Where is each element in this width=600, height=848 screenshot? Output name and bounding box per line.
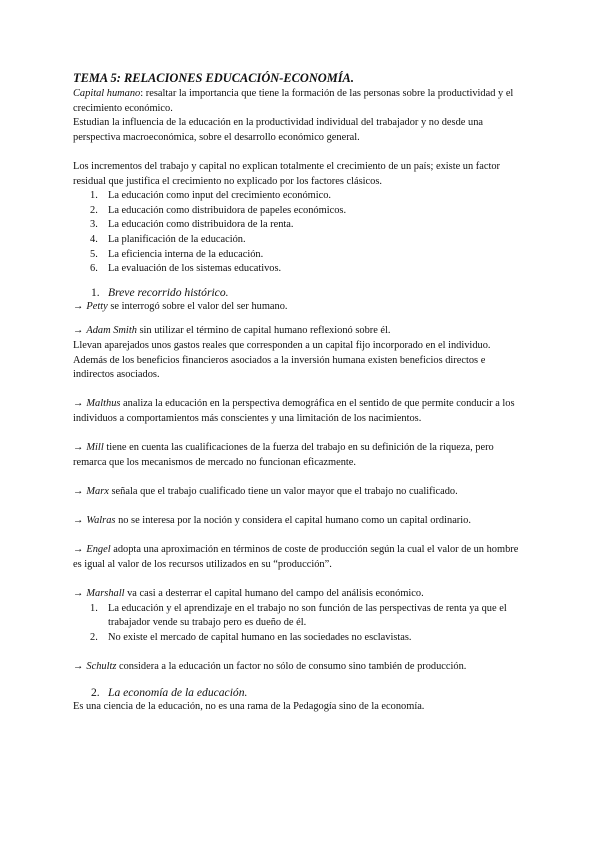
list-item: 4. La planificación de la educación. (90, 233, 246, 245)
list-item: 2. La educación como distribuidora de papeles económicos. (90, 204, 347, 216)
marx-paragraph: → Marx señala que el trabajo cualificado tiene un valor mayor que el trabajo no cualificado. (73, 485, 458, 497)
arrow-icon: → (73, 485, 84, 497)
list-item: 6. La evaluación de los sistemas educativos. (90, 263, 282, 275)
marshall-list (73, 602, 528, 646)
engel-paragraph: → Engel adopta una aproximación en términos de coste de producción según la cual el valor de un hombre es igual al valor de los recursos utilizados en su “producción”. (73, 544, 519, 570)
closing-paragraph: Es una ciencia de la educación, no es una rama de la Pedagogía sino de la economía. (73, 700, 425, 712)
list-item: 3. La educación como distribuidora de la renta. (90, 219, 294, 231)
arrow-icon: → (73, 300, 84, 312)
residual-paragraph: Los incrementos del trabajo y capital no explican totalmente el crecimiento de un país; existe un factor residual que justifica el crecimiento no explicado por los factores clásicos. (73, 160, 501, 187)
smith-line2: Llevan aparejados unos gastos reales que corresponden a un capital fijo incorporado en el individuo. (73, 339, 491, 351)
factors-list (73, 189, 528, 277)
document-title: TEMA 5: RELACIONES EDUCACIÓN-ECONOMÍA. (73, 71, 354, 85)
list-item: 5. La eficiencia interna de la educación. (90, 248, 264, 260)
arrow-icon: → (73, 398, 84, 410)
smith-paragraph: → Adam Smith sin utilizar el término de capital humano reflexionó sobre él. (73, 325, 391, 337)
arrow-icon: → (73, 588, 84, 599)
section-heading-2: 2. La economía de la educación. (91, 685, 248, 699)
intro-paragraph (73, 87, 528, 116)
list-item: 1. La educación como input del crecimiento económico. (90, 190, 332, 202)
marshall-paragraph: → Marshall va casi a desterrar el capital humano del campo del análisis económico. (73, 588, 424, 599)
section-heading-1: 1. Breve recorrido histórico. (91, 285, 229, 299)
arrow-icon: → (73, 325, 84, 337)
list-item: 1. La educación y el aprendizaje en el trabajo no son función de las perspectivas de renta ya que el trabajador vende su trabajo pero es dueño de él. (90, 602, 507, 629)
walras-paragraph: → Walras no se interesa por la noción y considera el capital humano como un capital ordinario. (73, 515, 471, 527)
arrow-icon: → (73, 660, 84, 672)
arrow-icon: → (73, 442, 84, 454)
capital-humano-term: Capital humano (73, 88, 141, 99)
capital-humano-definition: : resaltar la importancia que tiene la formación de las personas sobre la productividad y el crecimiento económico. (73, 88, 514, 114)
schultz-paragraph: → Schultz considera a la educación un factor no sólo de consumo sino también de producción. (73, 660, 467, 672)
intro-line2: Estudian la influencia de la educación en la productividad individual del trabajador y no desde una perspectiva macroeconómica, sobre el desarrollo económico general. (73, 117, 483, 143)
document-page (73, 70, 528, 714)
petty-paragraph: → Petty se interrogó sobre el valor del ser humano. (73, 300, 288, 312)
malthus-paragraph: → Malthus analiza la educación en la perspectiva demográfica en el sentido de que permite conducir a los individuos a comportamientos más conscientes y una limitación de los nacimientos. (73, 398, 515, 424)
smith-line3: Además de los beneficios financieros asociados a la inversión humana existen beneficios directos e indirectos asociados. (73, 354, 486, 381)
arrow-icon: → (73, 544, 84, 556)
arrow-icon: → (73, 515, 84, 527)
mill-paragraph: → Mill tiene en cuenta las cualificaciones de la fuerza del trabajo en su definición de la riqueza, pero remarca que los mecanismos de mercado no funcionan eficazmente. (73, 442, 494, 468)
list-item: 2. No existe el mercado de capital humano en las sociedades no esclavistas. (90, 631, 412, 643)
